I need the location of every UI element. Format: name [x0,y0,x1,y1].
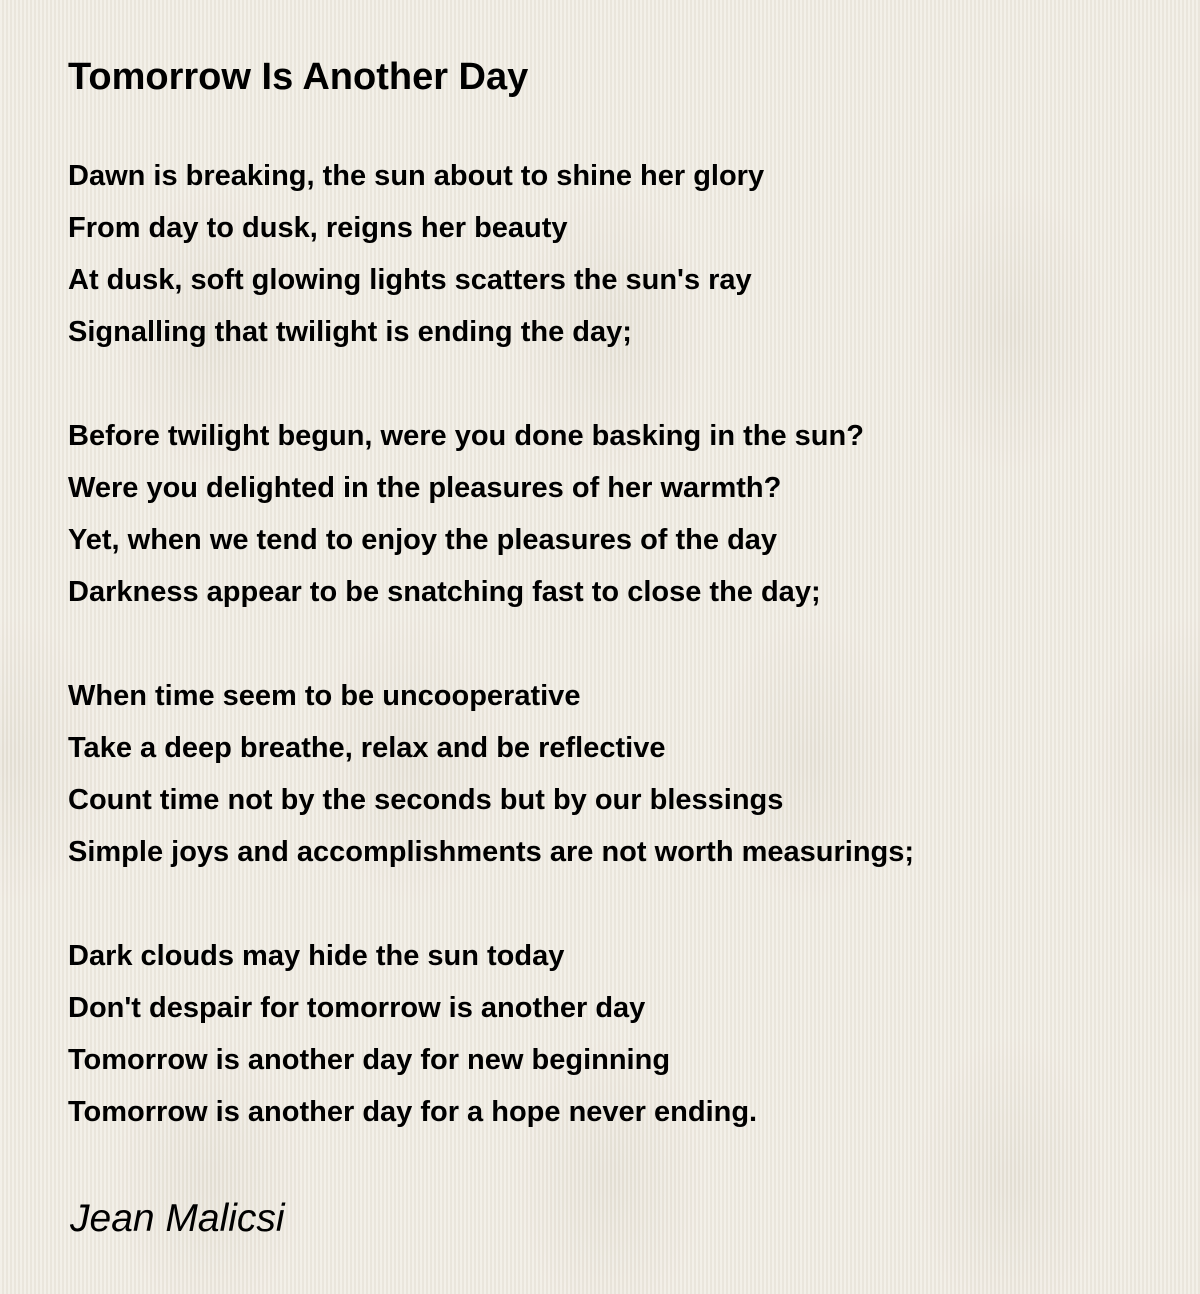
poem-line: Don't despair for tomorrow is another day [68,992,646,1024]
poem-title: Tomorrow Is Another Day [68,56,529,98]
poem-line: Yet, when we tend to enjoy the pleasures of the day [68,524,778,556]
poem-line: From day to dusk, reigns her beauty [68,212,568,244]
poem-line: Before twilight begun, were you done basking in the sun? [68,420,864,452]
poem-line: At dusk, soft glowing lights scatters the sun's ray [68,264,752,296]
stanza-1 [68,150,914,358]
poem-body [68,150,914,1138]
poem-author: Jean Malicsi [70,1197,285,1240]
poem-line: Dark clouds may hide the sun today [68,940,565,972]
stanza-2 [68,410,914,618]
poem-line: Tomorrow is another day for new beginning [68,1044,671,1076]
poem-line: Dawn is breaking, the sun about to shine her glory [68,160,765,192]
stanza-4 [68,930,914,1138]
poem-line: Tomorrow is another day for a hope never ending. [68,1096,758,1128]
poem-line: Signalling that twilight is ending the day; [68,316,632,348]
poem-line: Were you delighted in the pleasures of her warmth? [68,472,782,504]
poem-line: When time seem to be uncooperative [68,680,581,712]
poem-line: Darkness appear to be snatching fast to close the day; [68,576,821,608]
poem-line: Simple joys and accomplishments are not worth measurings; [68,836,915,868]
poem-line: Count time not by the seconds but by our blessings [68,784,784,816]
stanza-3 [68,670,914,878]
poem-line: Take a deep breathe, relax and be reflective [68,732,666,764]
